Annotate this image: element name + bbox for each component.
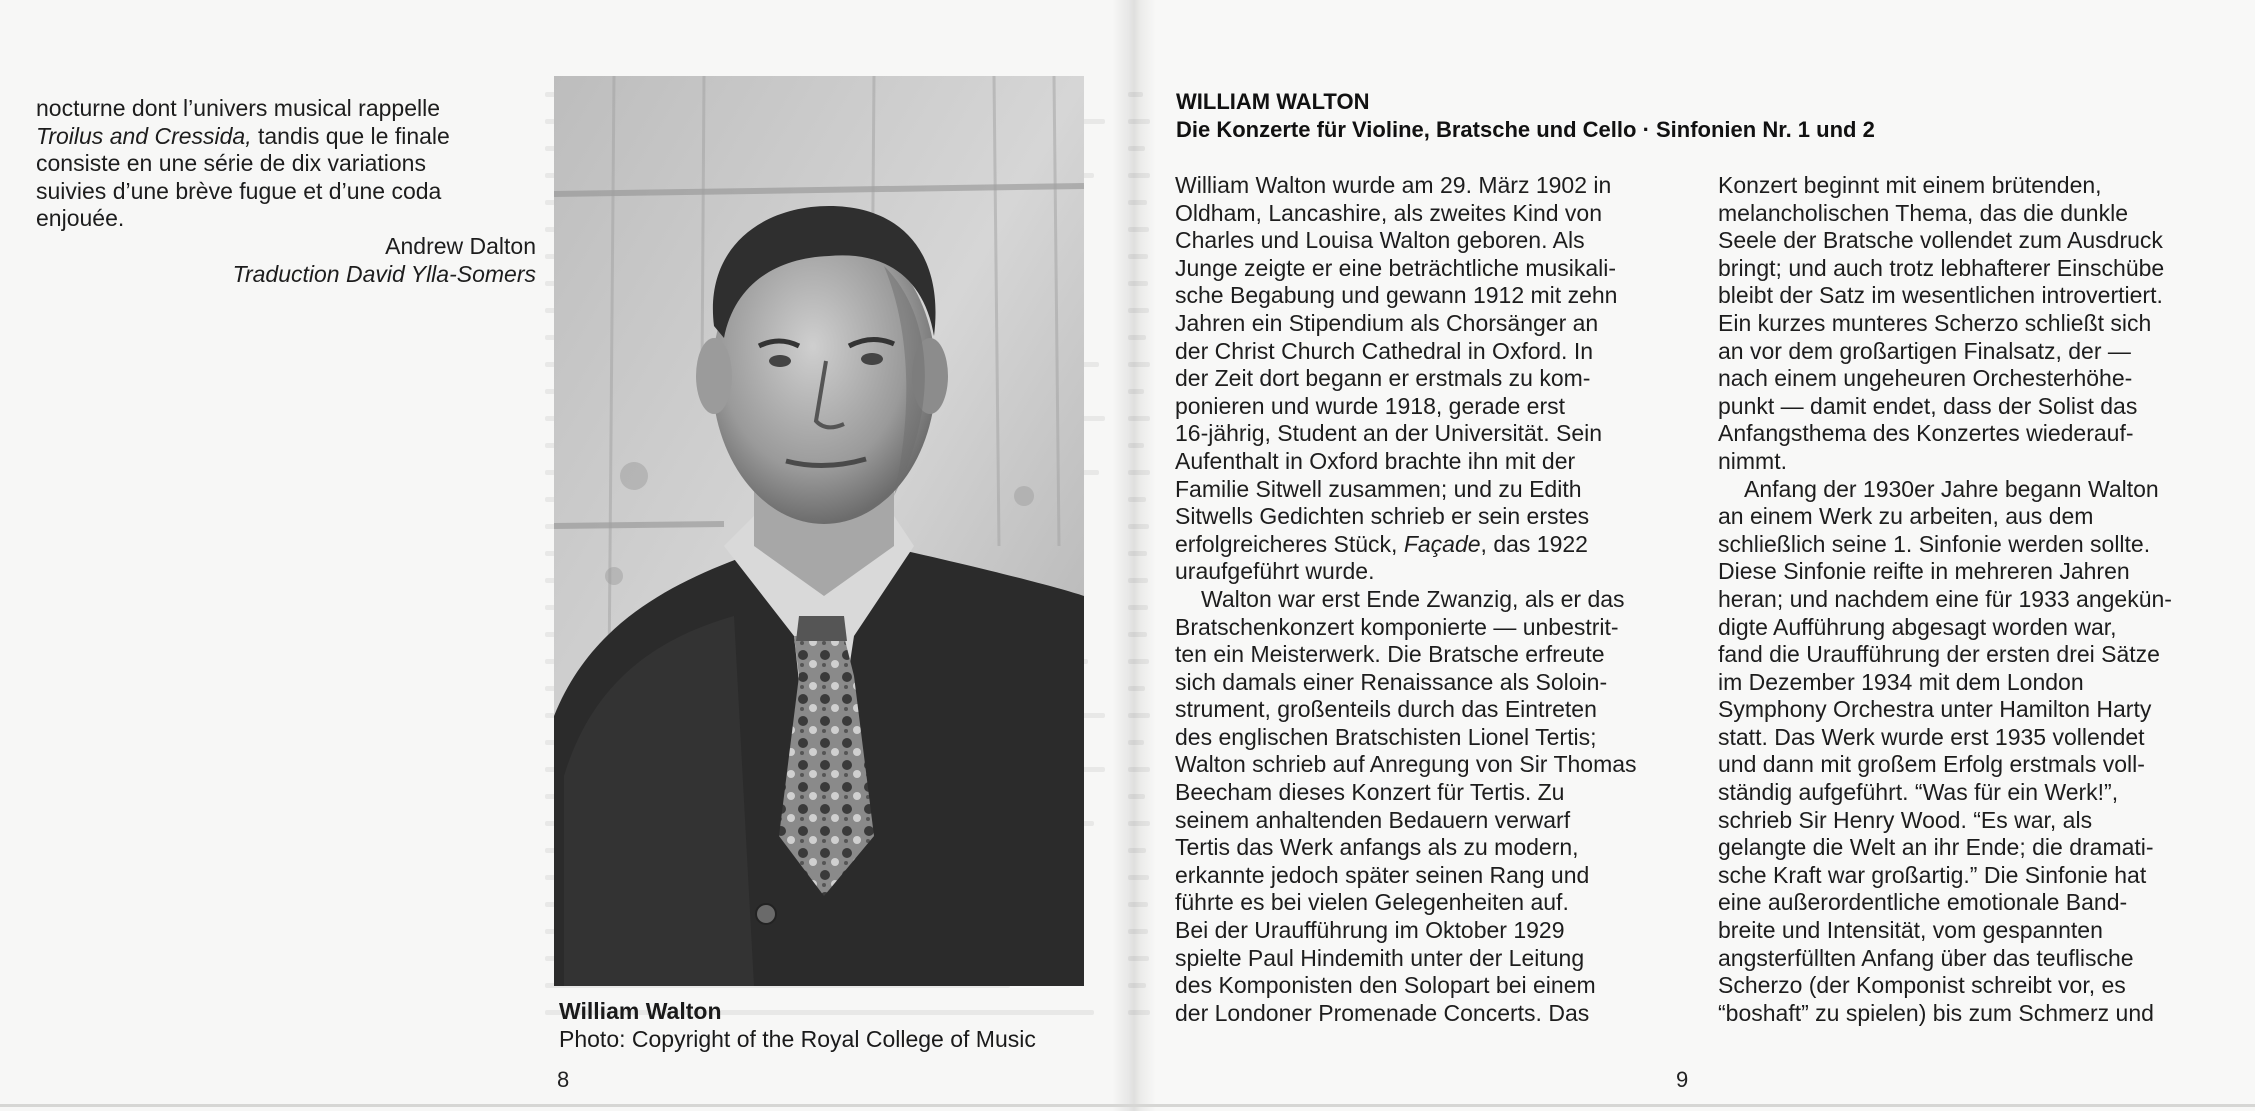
text-span: der Zeit dort begann er erstmals zu kom-: [1175, 365, 1591, 392]
text-line: [1175, 751, 1675, 779]
italic-title: Façade: [1403, 530, 1481, 557]
text-line: [1175, 338, 1675, 366]
text-span: 16-jährig, Student an der Universität. Sein: [1175, 420, 1603, 447]
text-span: Beecham dieses Konzert für Tertis. Zu: [1175, 779, 1565, 806]
text-line: [1175, 586, 1675, 614]
text-span: Bratschenkonzert komponierte — unbestrit-: [1175, 613, 1619, 640]
text-line: [1175, 200, 1675, 228]
text-line: [1718, 227, 2228, 255]
text-span: des Komponisten den Solopart bei einem: [1175, 972, 1596, 999]
text-span: Ein kurzes munteres Scherzo schließt sich: [1718, 309, 2152, 336]
text-span: “boshaft” zu spielen) bis zum Schmerz und: [1718, 999, 2154, 1026]
caption-credit: Photo: Copyright of the Royal College of Music: [559, 1026, 1036, 1052]
text-line: [1175, 669, 1675, 697]
text-line: consiste en une série de dix variations: [36, 150, 426, 177]
text-line: [1175, 724, 1675, 752]
text-line: nocturne dont l’univers musical rappelle: [36, 95, 440, 121]
text-line: [1718, 586, 2228, 614]
text-span: digte Aufführung abgesagt worden war,: [1718, 613, 2117, 640]
text-span: der Christ Church Cathedral in Oxford. In: [1175, 337, 1594, 364]
text-span: Oldham, Lancashire, als zweites Kind von: [1175, 199, 1602, 226]
text-span: nimmt.: [1718, 447, 1787, 474]
text-line: [1718, 365, 2228, 393]
french-text-column: [36, 95, 536, 288]
text-line: [1718, 310, 2228, 338]
text-span: sich damals einer Renaissance als Soloin-: [1175, 668, 1608, 695]
text-line: [1718, 255, 2228, 283]
text-line: enjouée.: [36, 205, 125, 232]
text-span: Anfang der 1930er Jahre begann Walton: [1744, 475, 2159, 502]
caption-title: William Walton: [559, 998, 722, 1024]
text-line: [1175, 779, 1675, 807]
text-span: tandis que le finale: [251, 122, 450, 149]
text-span: , das 1922: [1480, 530, 1588, 557]
text-span: bringt; und auch trotz lebhafterer Einschübe: [1718, 254, 2165, 281]
text-line: suivies d’une brève fugue et d’une coda: [36, 177, 442, 204]
text-line: [36, 123, 536, 151]
text-line: [1175, 558, 1675, 586]
text-span: führte es bei vielen Gelegenheiten auf.: [1175, 889, 1569, 916]
text-line: [1175, 227, 1675, 255]
text-span: Tertis das Werk anfangs als zu modern,: [1175, 834, 1579, 861]
text-line: [1718, 282, 2228, 310]
text-line: [1718, 476, 2228, 504]
text-line: [1175, 862, 1675, 890]
text-line: [1175, 641, 1675, 669]
page-number: 8: [557, 1067, 570, 1092]
text-span: Junge zeigte er eine beträchtliche musikali-: [1175, 254, 1617, 281]
bottom-edge: [0, 1104, 2255, 1107]
text-line: [1175, 310, 1675, 338]
text-span: eine außerordentliche emotionale Band-: [1718, 889, 2128, 916]
text-span: an einem Werk zu arbeiten, aus dem: [1718, 503, 2094, 530]
text-span: und dann mit großem Erfolg erstmals voll-: [1718, 751, 2145, 778]
text-span: Symphony Orchestra unter Hamilton Harty: [1718, 696, 2152, 723]
text-span: der Londoner Promenade Concerts. Das: [1175, 999, 1590, 1026]
text-span: Seele der Bratsche vollendet zum Ausdruck: [1718, 227, 2163, 254]
portrait-photo: [554, 76, 1084, 986]
text-span: melancholischen Thema, das die dunkle: [1718, 199, 2128, 226]
text-span: bleibt der Satz im wesentlichen introvertiert.: [1718, 282, 2163, 309]
text-line: [1718, 779, 2228, 807]
book-gutter: [1112, 0, 1156, 1111]
text-span: uraufgeführt wurde.: [1175, 558, 1375, 585]
translator-text: Traduction David Ylla-Somers: [232, 260, 536, 287]
text-line: [1718, 172, 2228, 200]
page-number: 9: [1676, 1067, 1689, 1092]
text-span: ständig aufgeführt. “Was für ein Werk!”,: [1718, 779, 2119, 806]
text-line: [1718, 834, 2228, 862]
italic-title: Troilus and Cressida,: [36, 122, 252, 149]
text-span: punkt — damit endet, dass der Solist das: [1718, 392, 2138, 419]
text-line: [1718, 531, 2228, 559]
text-line: [1718, 420, 2228, 448]
text-span: spielte Paul Hindemith unter der Leitung: [1175, 944, 1585, 971]
text-line: [1175, 172, 1675, 200]
text-line: [1718, 751, 2228, 779]
text-span: strument, großenteils durch das Eintreten: [1175, 696, 1597, 723]
text-line: [1718, 200, 2228, 228]
text-span: an vor dem großartigen Finalsatz, der —: [1718, 337, 2131, 364]
text-line: [1175, 696, 1675, 724]
text-span: angsterfüllten Anfang über das teuflische: [1718, 944, 2134, 971]
text-line: [1175, 614, 1675, 642]
text-span: heran; und nachdem eine für 1933 angekün-: [1718, 585, 2172, 612]
text-span: gelangte die Welt an ihr Ende; die dramati-: [1718, 834, 2154, 861]
text-line: [1718, 448, 2228, 476]
text-span: Charles und Louisa Walton geboren. Als: [1175, 227, 1585, 254]
text-span: Konzert beginnt mit einem brütenden,: [1718, 172, 2102, 198]
text-span: Jahren ein Stipendium als Chorsänger an: [1175, 309, 1599, 336]
text-line: [1175, 420, 1675, 448]
text-span: schrieb Sir Henry Wood. “Es war, als: [1718, 806, 2093, 833]
text-line: [1175, 889, 1675, 917]
text-line: [1718, 503, 2228, 531]
text-span: Sitwells Gedichten schrieb er sein erstes: [1175, 503, 1590, 530]
text-line: [1718, 917, 2228, 945]
text-line: [1718, 724, 2228, 752]
text-span: Scherzo (der Komponist schreibt vor, es: [1718, 972, 2126, 999]
text-span: William Walton wurde am 29. März 1902 in: [1175, 172, 1612, 198]
text-span: Aufenthalt in Oxford brachte ihn mit der: [1175, 447, 1576, 474]
text-line: [1175, 255, 1675, 283]
text-line: [1718, 889, 2228, 917]
text-line: [1718, 862, 2228, 890]
text-span: ponieren und wurde 1918, gerade erst: [1175, 392, 1566, 419]
text-line: [1175, 476, 1675, 504]
text-span: statt. Das Werk wurde erst 1935 vollendet: [1718, 723, 2145, 750]
author-credit: Andrew Dalton: [385, 232, 536, 259]
text-line: [1718, 945, 2228, 973]
text-span: Bei der Uraufführung im Oktober 1929: [1175, 917, 1565, 944]
text-line: [1718, 338, 2228, 366]
text-span: des englischen Bratschisten Lionel Tertis;: [1175, 723, 1597, 750]
german-text-column-1: [1175, 172, 1675, 1027]
text-line: [1175, 807, 1675, 835]
text-line: [1718, 696, 2228, 724]
text-line: [1175, 945, 1675, 973]
text-line: [1718, 614, 2228, 642]
text-line: [1175, 834, 1675, 862]
text-line: [1175, 365, 1675, 393]
text-span: im Dezember 1934 mit dem London: [1718, 668, 2084, 695]
composer-name: WILLIAM WALTON: [1176, 89, 1370, 114]
text-span: schließlich seine 1. Sinfonie werden sollte.: [1718, 530, 2151, 557]
text-span: Walton schrieb auf Anregung von Sir Thomas: [1175, 751, 1637, 778]
text-line: [1175, 917, 1675, 945]
text-span: ten ein Meisterwerk. Die Bratsche erfreute: [1175, 641, 1605, 668]
text-line: [1718, 393, 2228, 421]
text-line: [1175, 448, 1675, 476]
article-subtitle: Die Konzerte für Violine, Bratsche und Cello · Sinfonien Nr. 1 und 2: [1176, 117, 1875, 142]
text-span: fand die Uraufführung der ersten drei Sätze: [1718, 641, 2160, 668]
text-line: [1175, 503, 1675, 531]
text-line: [1175, 972, 1675, 1000]
text-span: Anfangsthema des Konzertes wiederauf-: [1718, 420, 2134, 447]
translator-credit: [36, 261, 536, 289]
german-text-column-2: [1718, 172, 2228, 1027]
text-span: nach einem ungeheuren Orchesterhöhe-: [1718, 365, 2133, 392]
text-span: Walton war erst Ende Zwanzig, als er das: [1201, 585, 1625, 612]
text-line: [1175, 1000, 1675, 1028]
text-span: sche Begabung und gewann 1912 mit zehn: [1175, 282, 1618, 309]
text-line: [1175, 282, 1675, 310]
article-heading: [1176, 88, 1875, 144]
text-span: seinem anhaltenden Bedauern verwarf: [1175, 806, 1571, 833]
text-line: [1718, 972, 2228, 1000]
text-span: sche Kraft war großartig.” Die Sinfonie hat: [1718, 861, 2147, 888]
text-line: [1718, 558, 2228, 586]
text-line: [1718, 641, 2228, 669]
text-span: Diese Sinfonie reifte in mehreren Jahren: [1718, 558, 2130, 585]
text-line: [1175, 393, 1675, 421]
photo-caption: [559, 997, 1036, 1053]
text-line: [1718, 1000, 2228, 1028]
text-line: [1718, 807, 2228, 835]
text-span: breite und Intensität, vom gespannten: [1718, 917, 2103, 944]
text-span: erfolgreicheres Stück,: [1175, 530, 1404, 557]
text-span: erkannte jedoch später seinen Rang und: [1175, 861, 1590, 888]
text-line: [1175, 531, 1675, 559]
text-line: [1718, 669, 2228, 697]
text-span: Familie Sitwell zusammen; und zu Edith: [1175, 475, 1582, 502]
